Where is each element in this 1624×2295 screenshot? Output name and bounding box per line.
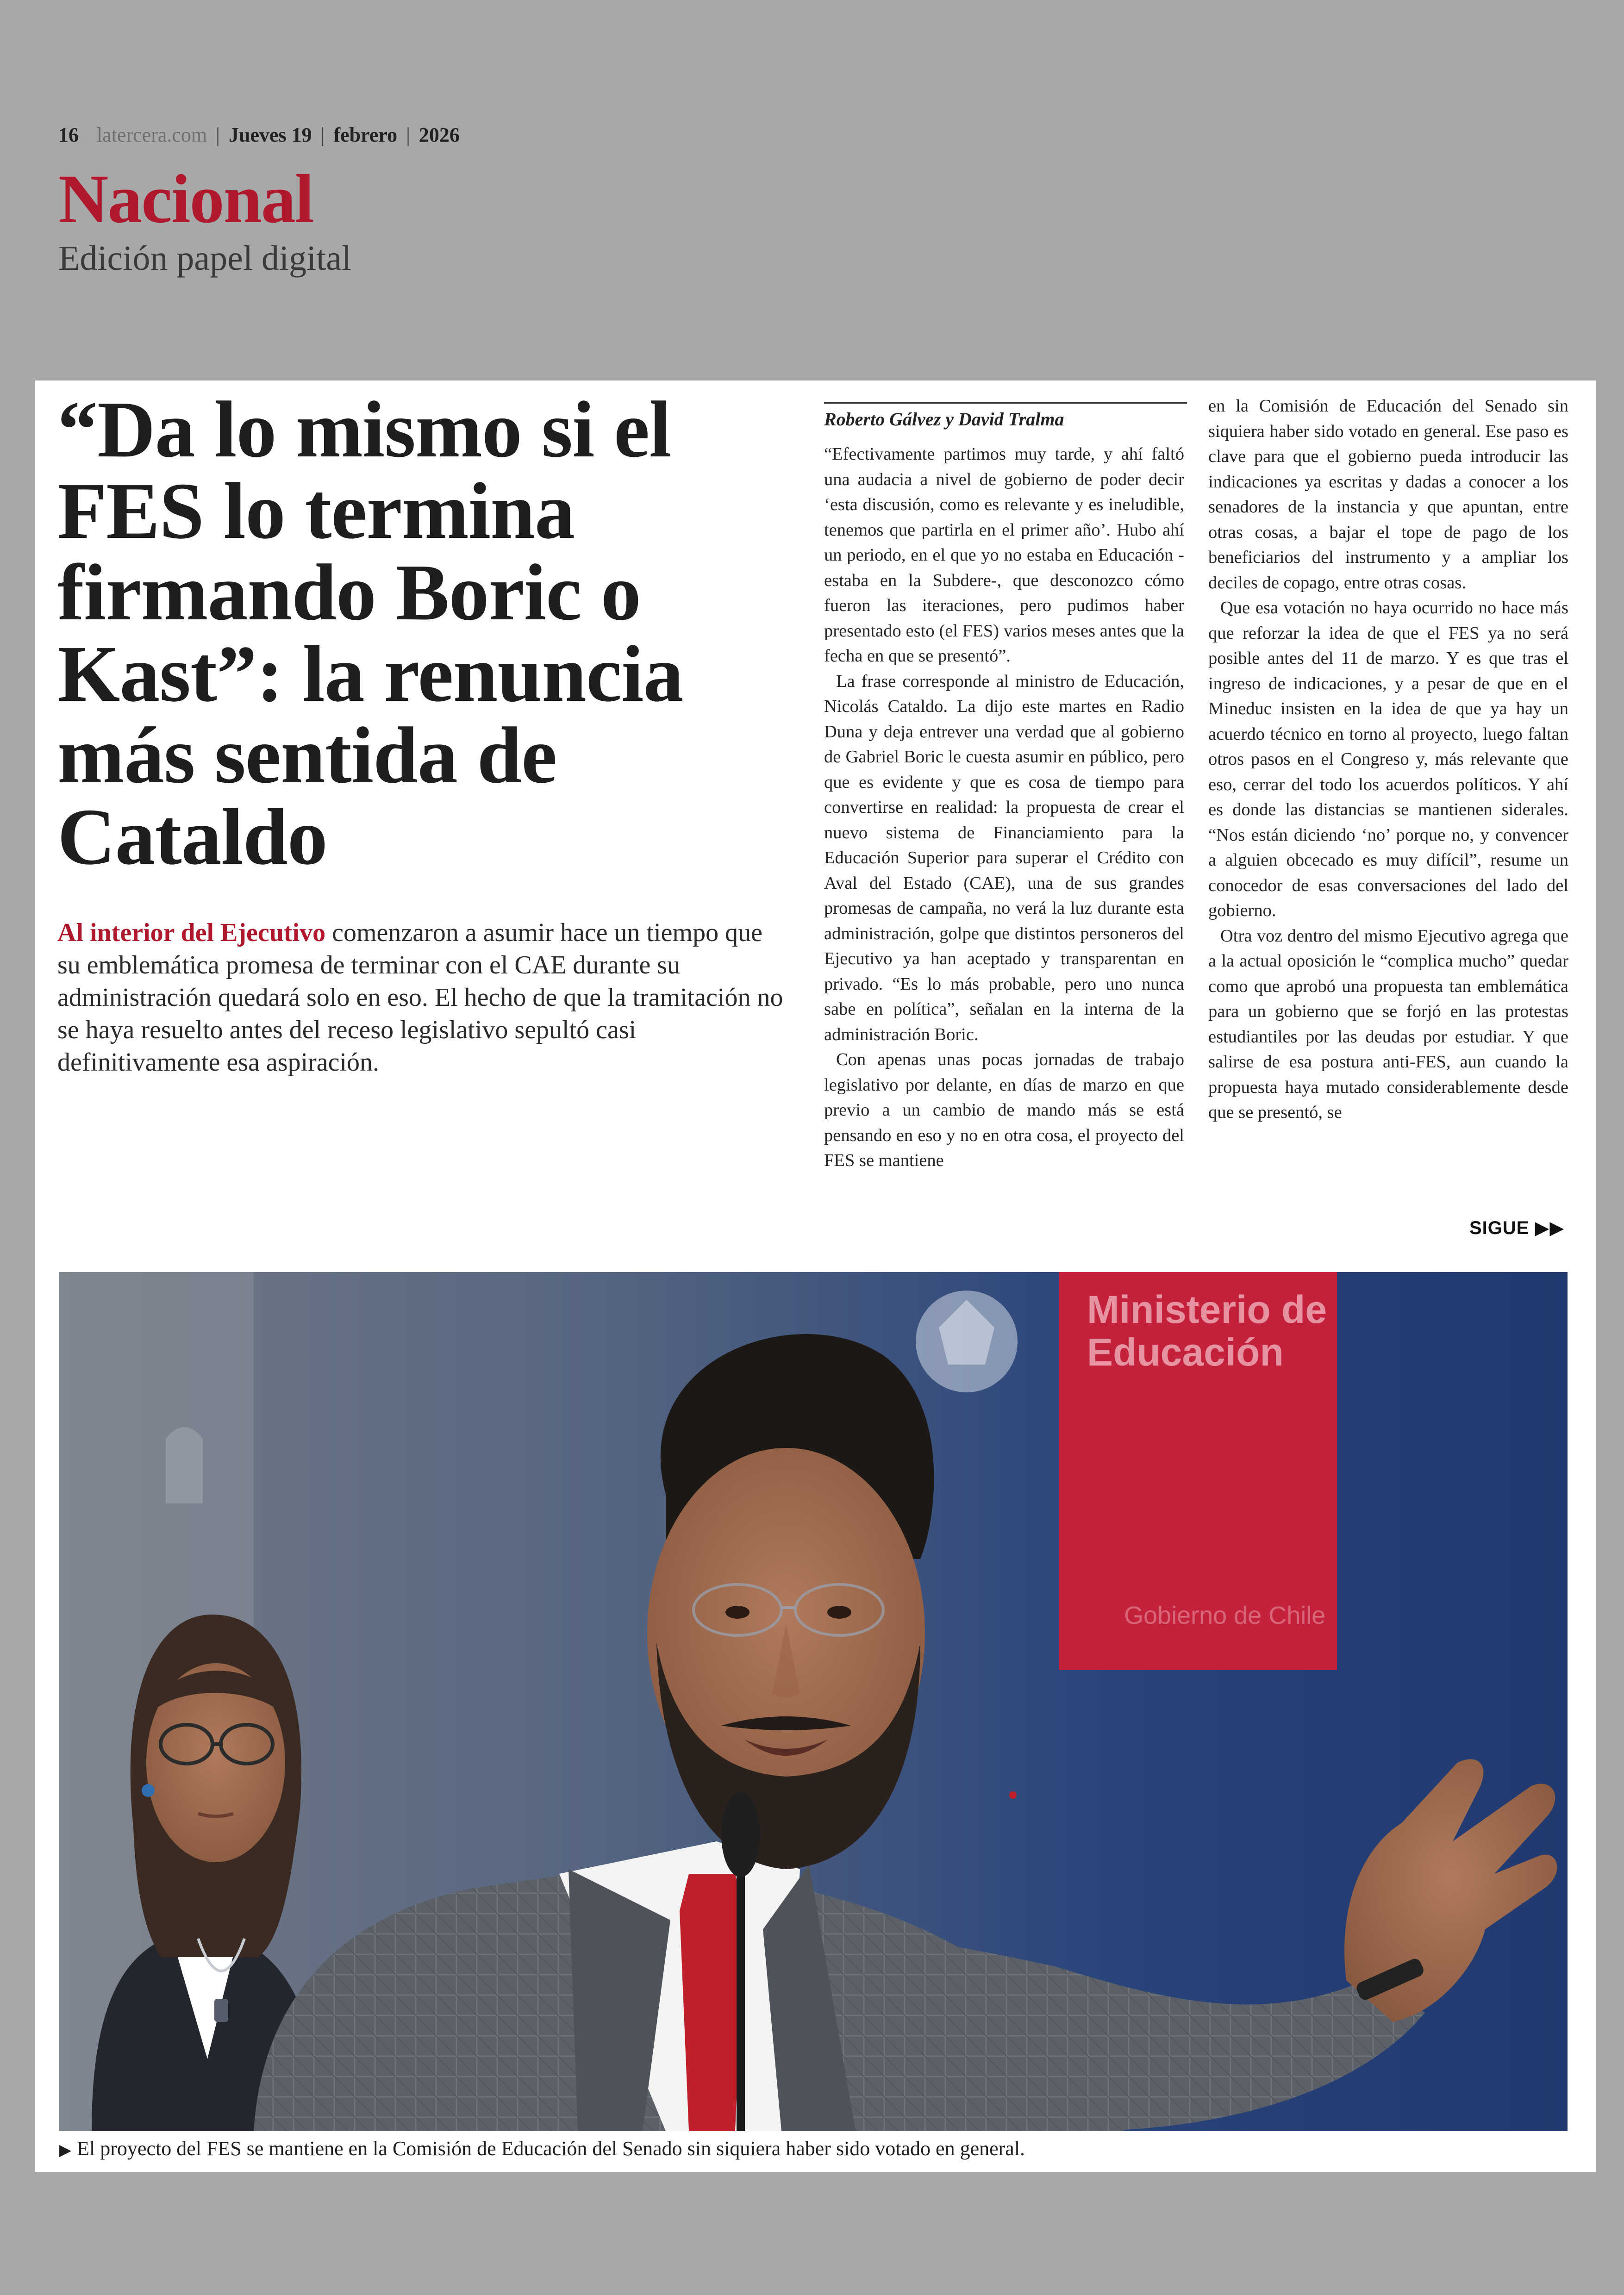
article-photo — [59, 1272, 1568, 2131]
double-play-arrow-icon: ▶▶ — [1535, 1218, 1565, 1238]
body-paragraph: en la Comisión de Educación del Senado sin siquiera haber sido votado en general. Ese paso es clave para que el gobierno pueda introducir las indicaciones ya escritas y dadas a conocer a los senadores de la instancia y que apuntan, entre otras cosas, a bajar el tope de pago de los beneficiarios del instrumento y a ampliar los deciles de copago, entre otras cosas. — [1208, 396, 1568, 592]
edition-label: Edición papel digital — [58, 239, 352, 278]
press-conference-photo — [59, 1272, 1568, 2131]
continue-link[interactable] — [1469, 1217, 1564, 1239]
folio-year: 2026 — [418, 124, 460, 146]
photo-caption — [59, 2137, 1025, 2160]
ministry-banner-subtext: Gobierno de Chile — [1124, 1602, 1326, 1629]
body-column-2 — [1208, 393, 1568, 1254]
site-name: latercera.com — [97, 124, 207, 146]
byline: Roberto Gálvez y David Tralma — [824, 402, 1187, 430]
page-folio — [58, 123, 460, 147]
article-headline: “Da lo mismo si el FES lo termina firmando Boric o Kast”: la renuncia más sentida de Cataldo — [57, 385, 683, 881]
caption-text: El proyecto del FES se mantiene en la Comisión de Educación del Senado sin siquiera haber sido votado en general. — [77, 2137, 1025, 2160]
article-panel — [35, 380, 1596, 2172]
body-paragraph: Que esa votación no haya ocurrido no hace más que reforzar la idea de que el FES ya no será posible antes del 11 de marzo. Y es que tras el ingreso de indicaciones, y a pesar de que en el Mineduc insisten en la idea de que ya hay un acuerdo técnico en torno al proyecto, luego faltan otros pasos en el Congreso y, más relevante que eso, cerrar del todo los acuerdos políticos. Y ahí es donde las distancias se mantienen siderales. “Nos están diciendo ‘no’ porque no, y convencer a alguien obcecado es muy difícil”, resume un conocedor de esas conversaciones del lado del gobierno. — [1208, 598, 1568, 920]
play-arrow-icon: ▶ — [59, 2141, 72, 2159]
lede-text: comenzaron a asumir hace un tiempo que su emblemática promesa de terminar con el CAE durante su administración quedará solo en eso. El hecho de que la tramitación no se haya resuelto antes del receso legislativo sepultó casi definitivamente esa aspiración. — [57, 918, 783, 1077]
section-title: Nacional — [58, 161, 313, 237]
government-emblem — [916, 1291, 1018, 1392]
continue-label: SIGUE — [1469, 1218, 1530, 1238]
red-tie — [680, 1874, 744, 2131]
page-number: 16 — [58, 124, 79, 146]
folio-separator: | — [320, 124, 325, 146]
ministry-banner-text: Ministerio de Educación — [1087, 1288, 1327, 1374]
folio-day: Jueves 19 — [228, 124, 312, 146]
folio-month: febrero — [333, 124, 398, 146]
body-paragraph: La frase corresponde al ministro de Educación, Nicolás Cataldo. La dijo este martes en Radio Duna y deja entrever una verdad que al gobierno de Gabriel Boric le cuesta asumir en público, pero que es evidente y que es cosa de tiempo para convertirse en realidad: la propuesta de crear el nuevo sistema de Financiamiento para la Educación Superior para superar el Crédito con Aval del Estado (CAE), una de sus grandes promesas de campaña, no verá la luz durante esta administración, golpe que distintos personeros del Ejecutivo ya han aceptado y transparentan en privado. “Es lo más probable, pero uno nunca sabe en política”, señalan en la interna de la administración Boric. — [824, 671, 1184, 1044]
body-paragraph: Con apenas unas pocas jornadas de trabajo legislativo por delante, en días de marzo en que previo a un cambio de mando más se está pensando en eso y no en otra cosa, el proyecto del FES se mantiene — [824, 1050, 1184, 1170]
body-paragraph: “Efectivamente partimos muy tarde, y ahí faltó una audacia a nivel de gobierno de poder decir ‘esta discusión, como es relevante y es ineludible, tenemos que partirla en el primer año’. Hubo ahí un periodo, en el que yo no estaba en Educación -estaba en la Subdere-, que desconozco cómo fueron las iteraciones, pero pudimos haber presentado esto (el FES) varios meses antes que la fecha en que se presentó”. — [824, 444, 1184, 666]
lede-kicker: Al interior del Ejecutivo — [57, 918, 326, 947]
folio-separator: | — [216, 124, 220, 146]
folio-separator: | — [406, 124, 410, 146]
article-lede — [57, 917, 789, 1079]
body-paragraph: Otra voz dentro del mismo Ejecutivo agrega que a la actual oposición le “complica mucho” quedar como que aprobó una propuesta tan emblemática para un gobierno que se forjó en las protestas estudiantiles por las deudas por estudiar. Y que salirse de esa postura anti-FES, aun cuando la propuesta haya mutado considerablemente desde que se presentó, se — [1208, 926, 1568, 1122]
